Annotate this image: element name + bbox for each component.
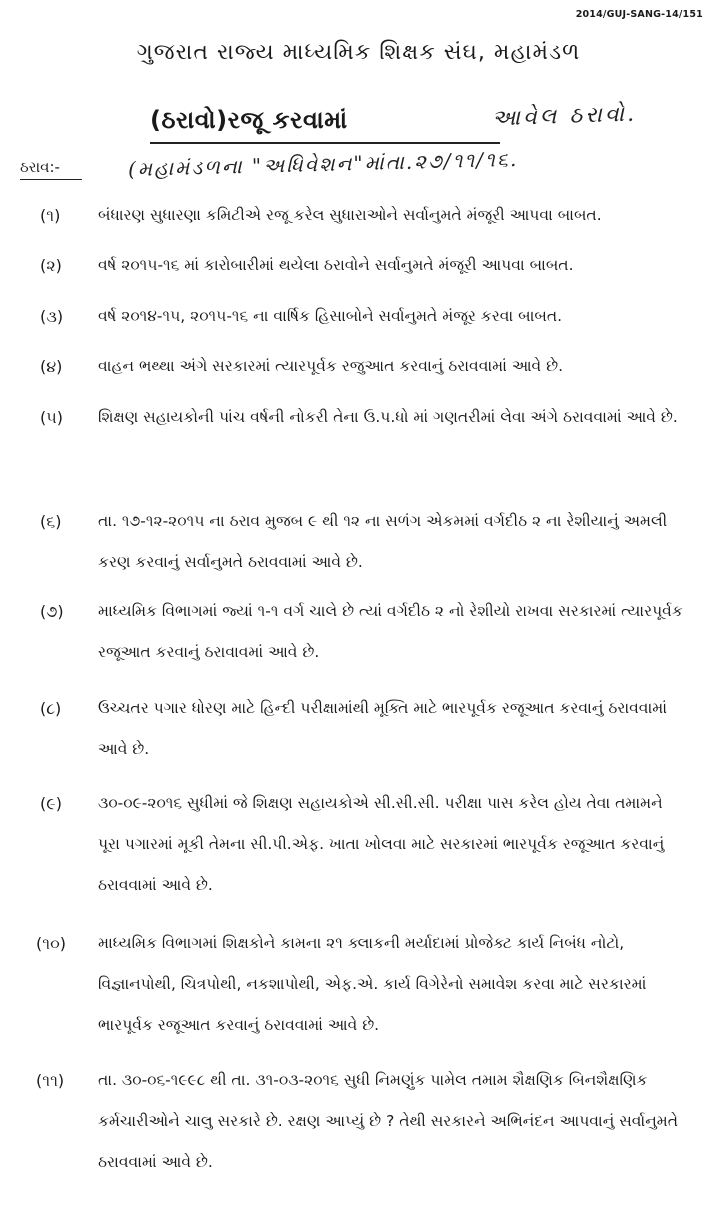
resolution-number: (૩) [40, 307, 64, 326]
subtitle-underline [150, 142, 500, 144]
resolution-text: શિક્ષણ સહાયકોની પાંચ વર્ષની નોકરી તેના ઉ.પ.ધો માં ગણતરીમાં લેવા અંગે ઠરાવવામાં આવે છે. [98, 408, 678, 426]
resolution-text: વર્ષ ૨૦૧૪-૧૫, ૨૦૧૫-૧૬ ના વાર્ષિક હિસાબોને સર્વાનુમતે મંજૂર કરવા બાબત. [98, 307, 563, 325]
handwritten-note: (મહામંડળના "અધિવેશન"માંતા.૨૭/૧૧/૧૬. [127, 146, 519, 182]
resolution-number: (૯) [40, 794, 62, 813]
resolution-text: તા. ૩૦-૦૬-૧૯૯૮ થી તા. ૩૧-૦૩-૨૦૧૬ સુધી નિમણુંક પામેલ તમામ શૈક્ષણિક બિનશૈક્ષણિક કર્મચારીઓને ચાલુ સરકારે છે. રક્ષણ આપ્યું છે ? તેથી સરકારને અભિનંદન આપવાનું સર્વાનુમતે ઠરાવવામાં આવે છે. [98, 1071, 678, 1171]
resolution-text: વાહન ભથ્થા અંગે સરકારમાં ત્યારપૂર્વક રજુઆત કરવાનું ઠરાવવામાં આવે છે. [98, 357, 564, 375]
resolution-text: વર્ષ ૨૦૧૫-૧૬ માં કારોબારીમાં થયેલા ઠરાવોને સર્વાનુમતે મંજૂરી આપવા બાબત. [98, 256, 574, 274]
resolution-number: (૭) [40, 602, 64, 621]
subtitle: (ઠરાવો)રજૂ કરવામાં [150, 106, 348, 134]
document-reference: 2014/GUJ-SANG-14/151 [575, 9, 703, 20]
resolution-text: ઉચ્ચતર પગાર ધોરણ માટે હિન્દી પરીક્ષામાંથી મૂક્તિ માટે ભારપૂર્વક રજૂઆત કરવાનું ઠરાવવામાં આવે છે. [98, 699, 668, 758]
resolution-label: ઠરાવ:- [20, 158, 60, 176]
resolution-number: (૫) [40, 408, 63, 427]
resolution-text: માધ્યમિક વિભાગમાં જ્યાં ૧-૧ વર્ગ ચાલે છે ત્યાં વર્ગદીઠ ૨ નો રેશીયો રાખવા સરકારમાં ત્યારપૂર્વક રજૂઆત કરવાનું ઠરાવાવમાં આવે છે. [98, 602, 683, 661]
page-title: ગુજરાત રાજ્ય માધ્યમિક શિક્ષક સંઘ, મહામંડળ [136, 40, 581, 65]
resolution-number: (૧૧) [36, 1071, 65, 1090]
label-underline [20, 179, 82, 180]
resolution-text: બંધારણ સુધારણા કમિટીએ રજૂ કરેલ સુધારાઓને સર્વાનુમતે મંજૂરી આપવા બાબત. [98, 206, 602, 224]
resolution-number: (૮) [40, 699, 62, 718]
resolution-text: માધ્યમિક વિભાગમાં શિક્ષકોને કામના ૨૧ ક્લાકની મર્યાદામાં પ્રોજેક્ટ કાર્ય નિબંધ નોટો, વિજ્ઞાનપોથી, ચિત્રપોથી, નકશાપોથી, એફ.એ. કાર્ય વિગેરેનો સમાવેશ કરવા માટે સરકારમાં ભારપૂર્વક રજૂઆત કરવાનું ઠરાવવામાં આવે છે. [98, 934, 647, 1034]
resolution-text: ૩૦-૦૯-૨૦૧૬ સુધીમાં જે શિક્ષણ સહાયકોએ સી.સી.સી. પરીક્ષા પાસ કરેલ હોય તેવા તમામને પૂરા પગારમાં મૂકી તેમના સી.પી.એફ. ખાતા ખોલવા માટે સરકારમાં ભારપૂર્વક રજૂઆત કરવાનું ઠરાવવામાં આવે છે. [98, 794, 665, 894]
resolution-number: (૪) [40, 357, 63, 376]
handwritten-subtitle: આવેલ ઠરાવો. [491, 101, 638, 132]
resolution-number: (૧) [40, 206, 61, 225]
resolution-text: તા. ૧૭-૧૨-૨૦૧૫ ના ઠરાવ મુજબ ૯ થી ૧૨ ના સળંગ એકમમાં વર્ગદીઠ ૨ ના રેશીયાનું અમલી કરણ કરવાનું સર્વાનુમતે ઠરાવવામાં આવે છે. [98, 512, 668, 571]
resolution-number: (૬) [40, 512, 62, 531]
resolution-number: (૨) [40, 256, 62, 275]
resolution-number: (૧૦) [36, 934, 66, 953]
